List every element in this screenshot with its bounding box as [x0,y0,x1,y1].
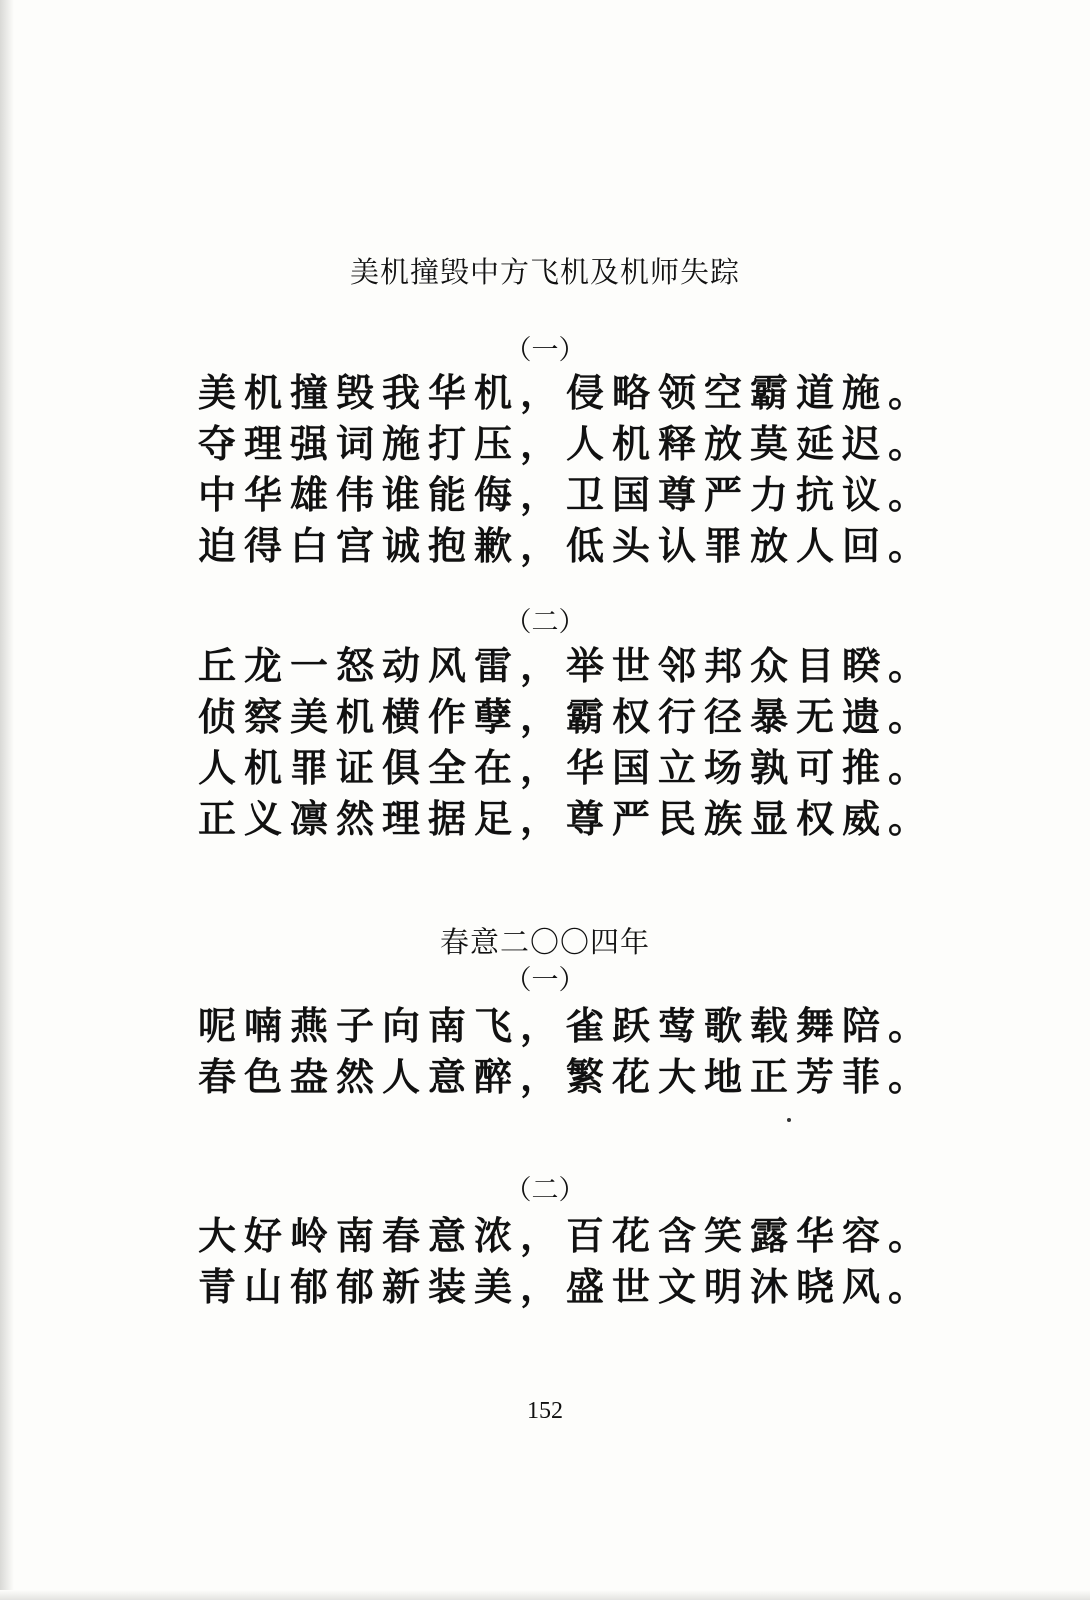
verse-line: 美机撞毁我华机，侵略领空霸道施。 [198,371,935,415]
page-bottom-shadow [0,1590,1090,1600]
poem-title: 美机撞毁中方飞机及机师失踪 [349,255,740,289]
verse-line: 夺理强词施打压，人机释放莫延迟。 [198,422,935,466]
verse-line: 大好岭南春意浓，百花含笑露华容。 [198,1214,935,1258]
verse-line: 人机罪证俱全在，华国立场孰可推。 [198,746,935,790]
verse-line: 丘龙一怒动风雷，举世邻邦众目睽。 [198,644,935,688]
section-marker: （一） [504,965,586,996]
verse-line: 侦察美机横作孽，霸权行径暴无遗。 [198,695,935,739]
verse-line: 青山郁郁新装美，盛世文明沐晓风。 [198,1265,935,1309]
page-number: 152 [527,1398,563,1424]
page-gutter-shadow [0,0,14,1600]
verse-line: 呢喃燕子向南飞，雀跃莺歌载舞陪。 [198,1004,935,1048]
section-marker: （一） [504,335,586,366]
verse-line: 中华雄伟谁能侮，卫国尊严力抗议。 [198,473,935,517]
section-marker: （二） [504,607,586,638]
section-marker: （二） [504,1175,586,1206]
verse-line: 正义凛然理据足，尊严民族显权威。 [198,797,935,841]
verse-line: 春色盎然人意醉，繁花大地正芳菲。 [198,1055,935,1099]
verse-line: 迫得白宫诚抱歉，低头认罪放人回。 [198,524,935,568]
paper-speck [787,1118,791,1122]
poem-title: 春意二〇〇四年 [439,925,650,959]
